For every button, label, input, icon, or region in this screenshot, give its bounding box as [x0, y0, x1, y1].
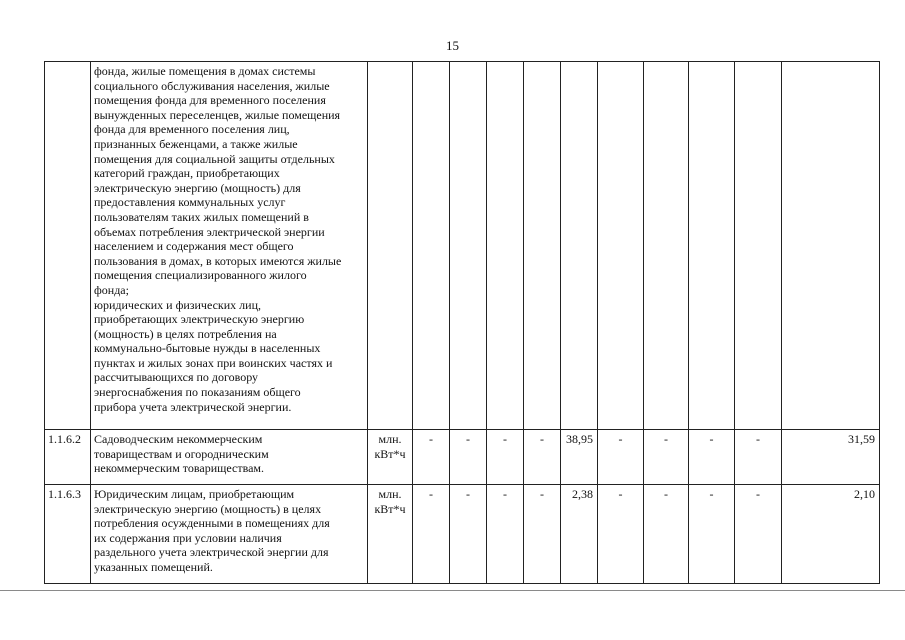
value-cell: - — [689, 430, 735, 485]
description-line: некоммерческим товариществам. — [94, 461, 264, 476]
row-number-cell — [45, 62, 91, 430]
value-cell — [644, 62, 689, 430]
description-line: их содержания при условии наличия — [94, 530, 282, 545]
value-cell: - — [598, 430, 644, 485]
value-cell — [487, 62, 524, 430]
description-line: энергоснабжения по показаниям общего — [94, 385, 301, 400]
description-line: фонда; — [94, 282, 129, 297]
description-line: пунктах и жилых зонах при воинских частях и — [94, 355, 333, 370]
value-cell: - — [735, 485, 782, 584]
description-line: Юридическим лицам, приобретающим — [94, 487, 295, 501]
unit-cell — [368, 485, 413, 584]
row-description-cell — [91, 485, 368, 584]
description-line: пользователям таких жилых помещений в — [94, 209, 309, 224]
description-line: помещения для социальной защиты отдельных — [94, 151, 335, 166]
description-line: приобретающих электрическую энергию — [94, 312, 305, 327]
unit-line: млн. — [378, 432, 402, 446]
value-cell — [561, 62, 598, 430]
value-cell — [598, 62, 644, 430]
description-line: объемах потребления электрической энергии — [94, 224, 325, 239]
page-number: 15 — [446, 38, 459, 53]
unit-line: кВт*ч — [374, 446, 406, 461]
value-cell — [450, 62, 487, 430]
unit-cell — [368, 430, 413, 485]
value-cell: - — [413, 430, 450, 485]
unit-cell — [368, 62, 413, 430]
value-cell: - — [450, 485, 487, 584]
description-line: раздельного учета электрической энергии для — [94, 545, 329, 560]
value-cell: 2,38 — [561, 485, 598, 584]
description-line: вынужденных переселенцев, жилые помещения — [94, 107, 341, 122]
row-description-cell — [91, 62, 368, 430]
description-line: товариществам и огородническим — [94, 446, 269, 461]
description-line: фонда для временного поселения лиц, — [94, 122, 290, 137]
value-cell: 31,59 — [782, 430, 880, 485]
table-row — [45, 485, 880, 584]
value-cell: - — [644, 430, 689, 485]
value-cell: 2,10 — [782, 485, 880, 584]
description-line: социального обслуживания населения, жилые — [94, 78, 330, 93]
row-number-cell: 1.1.6.2 — [45, 430, 91, 485]
unit-line: кВт*ч — [374, 501, 406, 516]
description-line: населением и содержания мест общего — [94, 239, 294, 254]
description-line: фонда, жилые помещения в домах системы — [94, 64, 316, 78]
description-line: предоставления коммунальных услуг — [94, 195, 286, 210]
value-cell: - — [450, 430, 487, 485]
description-line: электрическую энергию (мощность) в целях — [94, 501, 322, 516]
row-description-cell — [91, 430, 368, 485]
value-cell: - — [413, 485, 450, 584]
value-cell: - — [487, 430, 524, 485]
description-line: указанных помещений. — [94, 559, 213, 574]
description-line: Садоводческим некоммерческим — [94, 432, 263, 446]
scan-edge-line — [0, 590, 905, 591]
value-cell — [782, 62, 880, 430]
description-line: рассчитывающихся по договору — [94, 370, 259, 385]
value-cell — [524, 62, 561, 430]
description-line: потребления осужденными в помещениях для — [94, 516, 330, 531]
table-row — [45, 430, 880, 485]
row-number-cell: 1.1.6.3 — [45, 485, 91, 584]
description-line: прибора учета электрической энергии. — [94, 399, 292, 414]
unit-line: млн. — [378, 487, 402, 501]
description-line: (мощность) в целях потребления на — [94, 326, 277, 341]
value-cell — [689, 62, 735, 430]
description-line: юридических и физических лиц, — [94, 297, 262, 312]
description-line: помещения фонда для временного поселения — [94, 93, 326, 108]
value-cell: 38,95 — [561, 430, 598, 485]
table-body — [45, 62, 880, 584]
description-line: признанных беженцами, а также жилые — [94, 136, 298, 151]
value-cell: - — [524, 485, 561, 584]
value-cell: - — [689, 485, 735, 584]
value-cell: - — [598, 485, 644, 584]
description-line: коммунально-бытовые нужды в населенных — [94, 341, 321, 356]
value-cell — [413, 62, 450, 430]
value-cell: - — [487, 485, 524, 584]
description-line: категорий граждан, приобретающих — [94, 166, 280, 181]
description-line: помещения специализированного жилого — [94, 268, 307, 283]
value-cell — [735, 62, 782, 430]
description-line: электрическую энергию (мощность) для — [94, 180, 301, 195]
table-row — [45, 62, 880, 430]
value-cell: - — [524, 430, 561, 485]
description-line: пользования в домах, в которых имеются жилые — [94, 253, 342, 268]
tariff-table — [44, 61, 880, 584]
value-cell: - — [735, 430, 782, 485]
value-cell: - — [644, 485, 689, 584]
